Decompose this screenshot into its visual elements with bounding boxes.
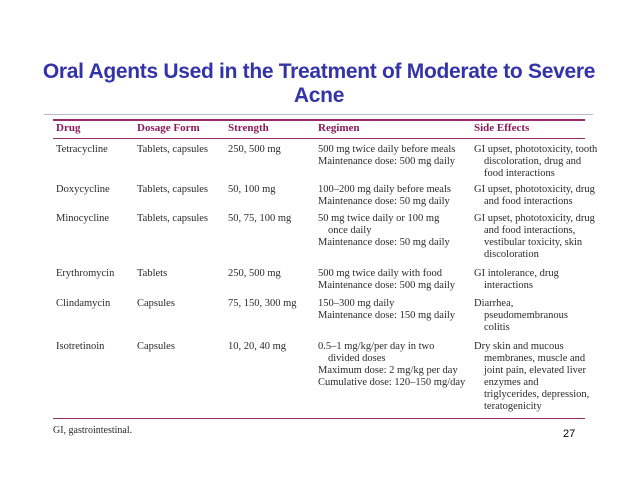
cell-regimen-line: divided doses <box>328 353 386 364</box>
cell-side-effects-line: GI upset, phototoxicity, drug <box>474 213 595 224</box>
cell-regimen-line: 150–300 mg daily <box>318 298 395 309</box>
cell-side-effects-line: teratogenicity <box>484 401 542 412</box>
cell-side-effects <box>474 298 568 334</box>
cell-regimen-line: Maintenance dose: 50 mg daily <box>318 196 450 207</box>
cell-drug: Erythromycin <box>56 268 115 279</box>
cell-side-effects-line: Dry skin and mucous <box>474 341 564 352</box>
cell-regimen-line: 500 mg twice daily with food <box>318 268 442 279</box>
cell-dosage-form: Capsules <box>137 341 175 352</box>
cell-regimen-line: Maintenance dose: 500 mg daily <box>318 280 456 291</box>
cell-side-effects-line: enzymes and <box>484 377 539 388</box>
cell-regimen-line: Maintenance dose: 150 mg daily <box>318 310 456 321</box>
cell-regimen-line: Maintenance dose: 500 mg daily <box>318 156 456 167</box>
cell-side-effects <box>474 144 597 180</box>
page-number: 27 <box>563 428 576 440</box>
header-side-effects: Side Effects <box>474 122 530 134</box>
table-bottom-rule <box>53 418 585 419</box>
cell-side-effects-line: GI intolerance, drug <box>474 268 559 279</box>
cell-side-effects <box>474 213 595 261</box>
slide-title: Oral Agents Used in the Treatment of Moderate to Severe Acne <box>42 60 596 107</box>
cell-regimen <box>318 184 451 208</box>
cell-drug: Isotretinoin <box>56 341 105 352</box>
cell-strength: 10, 20, 40 mg <box>228 341 287 352</box>
cell-side-effects-line: and food interactions <box>484 196 573 207</box>
cell-side-effects-line: Diarrhea, <box>474 298 514 309</box>
cell-drug: Clindamycin <box>56 298 111 309</box>
cell-regimen <box>318 213 450 249</box>
cell-side-effects-line: GI upset, phototoxicity, tooth <box>474 144 598 155</box>
cell-side-effects-line: food interactions <box>484 168 555 179</box>
table-footnote: GI, gastrointestinal. <box>53 425 133 436</box>
cell-regimen-line: Maximum dose: 2 mg/kg per day <box>318 365 458 376</box>
cell-regimen-line: 0.5–1 mg/kg/per day in two <box>318 341 435 352</box>
cell-side-effects-line: GI upset, phototoxicity, drug <box>474 184 595 195</box>
cell-regimen <box>318 341 465 389</box>
cell-side-effects-line: triglycerides, depression, <box>484 389 590 400</box>
cell-side-effects-line: joint pain, elevated liver <box>484 365 587 376</box>
cell-regimen-line: 50 mg twice daily or 100 mg <box>318 213 440 224</box>
table-top-rule <box>53 119 585 121</box>
cell-side-effects-line: and food interactions, <box>484 225 576 236</box>
cell-side-effects-line: pseudomembranous <box>484 310 568 321</box>
cell-dosage-form: Tablets, capsules <box>137 144 208 155</box>
cell-regimen-line: 100–200 mg daily before meals <box>318 184 451 195</box>
cell-strength: 50, 100 mg <box>228 184 276 195</box>
cell-drug: Tetracycline <box>56 144 108 155</box>
cell-strength: 75, 150, 300 mg <box>228 298 297 309</box>
cell-side-effects <box>474 184 595 208</box>
cell-regimen-line: Cumulative dose: 120–150 mg/day <box>318 377 466 388</box>
header-strength: Strength <box>228 122 269 134</box>
header-drug: Drug <box>56 122 81 134</box>
cell-side-effects <box>474 268 559 292</box>
cell-side-effects-line: vestibular toxicity, skin <box>484 237 583 248</box>
title-divider <box>44 114 593 115</box>
cell-side-effects <box>474 341 589 413</box>
header-regimen: Regimen <box>318 122 360 134</box>
cell-dosage-form: Tablets, capsules <box>137 213 208 224</box>
cell-side-effects-line: discoloration, drug and <box>484 156 582 167</box>
cell-side-effects-line: discoloration <box>484 249 539 260</box>
cell-strength: 250, 500 mg <box>228 268 281 279</box>
cell-dosage-form: Tablets <box>137 268 168 279</box>
cell-regimen-line: once daily <box>328 225 372 236</box>
cell-side-effects-line: colitis <box>484 322 510 333</box>
cell-regimen <box>318 144 455 168</box>
cell-side-effects-line: interactions <box>484 280 533 291</box>
cell-side-effects-line: membranes, muscle and <box>484 353 586 364</box>
cell-dosage-form: Capsules <box>137 298 175 309</box>
header-dosage-form: Dosage Form <box>137 122 200 134</box>
cell-strength: 50, 75, 100 mg <box>228 213 292 224</box>
cell-drug: Doxycycline <box>56 184 110 195</box>
cell-dosage-form: Tablets, capsules <box>137 184 208 195</box>
cell-drug: Minocycline <box>56 213 110 224</box>
cell-strength: 250, 500 mg <box>228 144 281 155</box>
cell-regimen-line: Maintenance dose: 50 mg daily <box>318 237 450 248</box>
cell-regimen-line: 500 mg twice daily before meals <box>318 144 456 155</box>
cell-regimen <box>318 268 455 292</box>
cell-regimen <box>318 298 455 322</box>
table-header-rule <box>53 138 585 139</box>
